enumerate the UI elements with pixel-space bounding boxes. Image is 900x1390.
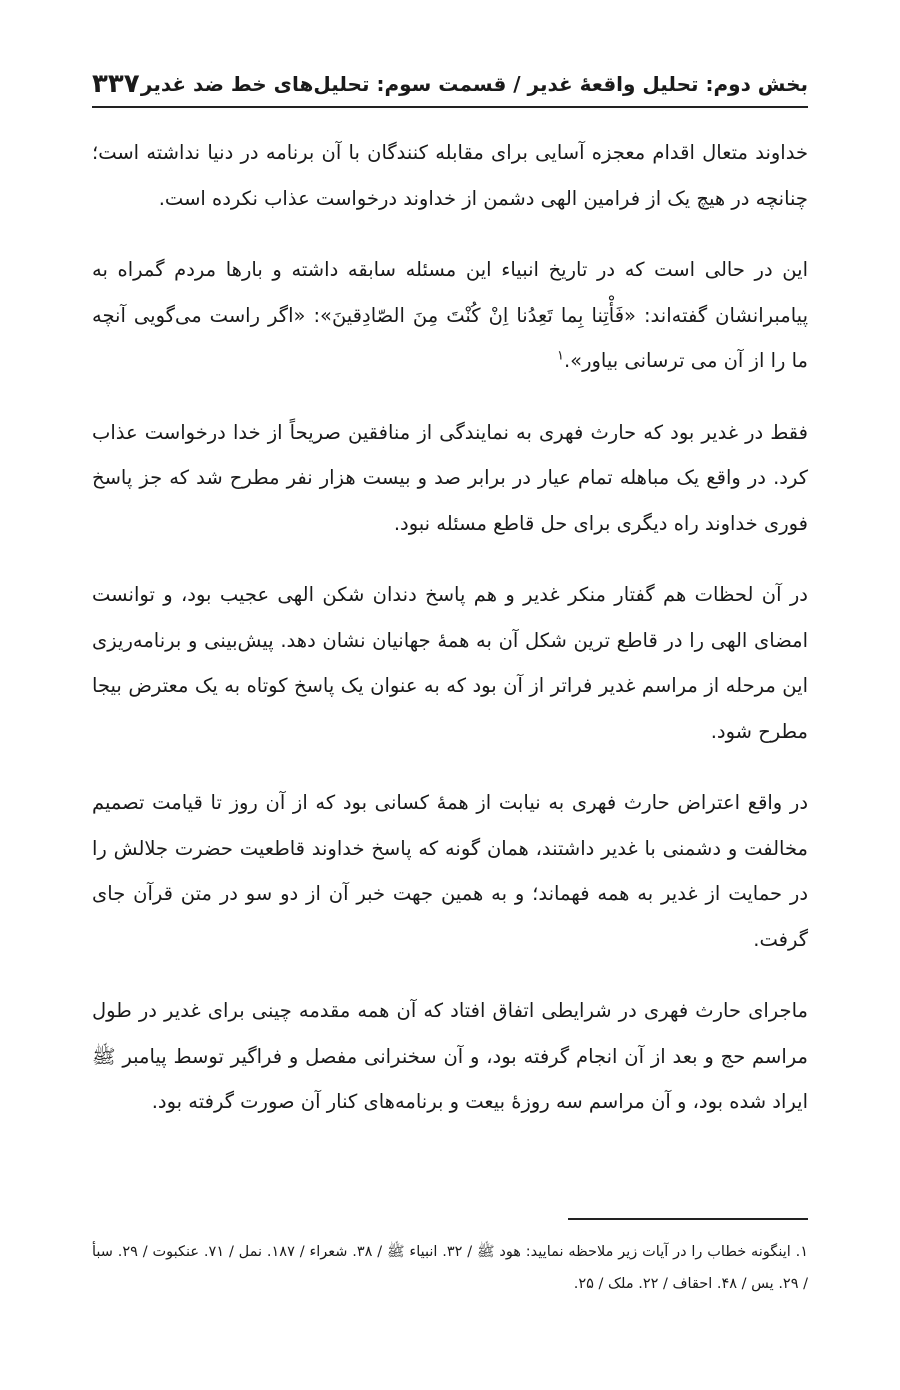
main-text [92,130,808,1125]
paragraph: در آن لحظات هم گفتار منکر غدیر و هم پاسخ دندان شکن الهی عجیب بود، و توانست امضای الهی را در قاطع ترین شکل آن به همهٔ جهانیان نشان دهد. پیش‌بینی و برنامه‌ریزی این مرحله از مراسم غدیر فراتر از آن بود که به عنوان یک پاسخ کوتاه به یک معترض بیجا مطرح شود. [92,583,808,743]
paragraph: در واقع اعتراض حارث فهری به نیابت از همهٔ کسانی بود که از آن روز تا قیامت تصمیم مخالفت و دشمنی با غدیر داشتند، همان گونه که پاسخ خداوند قاطعیت حضرت جلالش را در حمایت از غدیر به همه فهماند؛ و به همین جهت خبر آن از دو سو در متن قرآن جای گرفت. [92,791,808,951]
page-body [92,62,808,1125]
paragraph: فقط در غدیر بود که حارث فهری به نمایندگی از منافقین صریحاً از خدا درخواست عذاب کرد. در واقع یک مباهله تمام عیار در برابر صد و بیست هزار نفر مطرح شد که جز پاسخ فوری خداوند راه دیگری برای حل قاطع مسئله نبود. [92,420,808,535]
page-number: ۳۳۷ [92,69,140,99]
footnote: ۱. اینگونه خطاب را در آیات زیر ملاحظه نمایید: هود ﷺ / ۳۲. انبیاء ﷺ / ۳۸. شعراء / ۱۸۷. نمل / ۷۱. عنکبوت / ۲۹. سبأ / ۲۹. یس / ۴۸. احقاف / ۲۲. ملک / ۲۵. [92,1244,808,1292]
paragraph: ماجرای حارث فهری در شرایطی اتفاق افتاد که آن همه مقدمه چینی برای غدیر در طول مراسم حج و بعد از آن انجام گرفته بود، و آن سخنرانی مفصل و فراگیر توسط پیامبر ﷺ ایراد شده بود، و آن مراسم سه روزهٔ بیعت و برنامه‌های کنار آن صورت گرفته بود. [92,999,808,1113]
footnote-divider [568,1218,808,1220]
paragraph: خداوند متعال اقدام معجزه آسایی برای مقابله کنندگان با آن برنامه در دنیا نداشته است؛ چنانچه در هیچ یک از فرامین الهی دشمن از خداوند درخواست عذاب نکرده است. [92,141,808,210]
footnote-marker: ۱ [556,348,564,364]
header-title: بخش دوم: تحلیل واقعهٔ غدیر / قسمت سوم: تحلیل‌های خط ضد غدیر [140,72,808,96]
paragraph-with-footnote [92,247,808,384]
running-header [92,62,808,108]
paragraph-text: این در حالی است که در تاریخ انبیاء این مسئله سابقه داشته و بارها مردم گمراه به پیامبرانشان گفته‌اند: «فَأْتِنا بِما تَعِدُنا اِنْ کُنْتَ مِنَ الصّادِقینَ»: «اگر راست می‌گویی آنچه ما را از آن می ترسانی بیاور». [92,258,808,372]
